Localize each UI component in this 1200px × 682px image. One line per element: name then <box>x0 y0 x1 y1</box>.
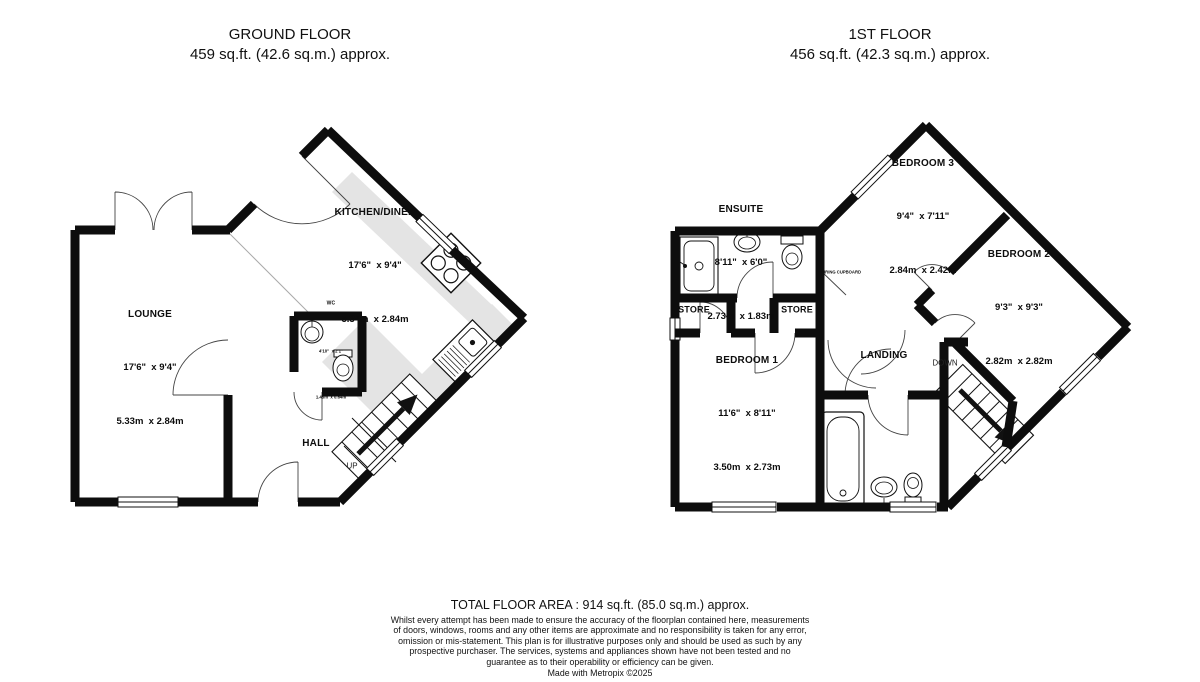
disclaimer-text: Whilst every attempt has been made to ensure the accuracy of the floorplan contained here, measurements of doors, windows, rooms and any other items are approximate and no responsibility is taken for any error, omission or mis-statement. This plan is for illustrative purposes only and should be used as such by any prospective purchaser. The services, systems and appliances shown have not been tested and no guarantee as to their operability or efficiency can be given. <box>390 615 810 667</box>
first-floor-title-text: 1ST FLOOR <box>848 26 932 43</box>
room-label-bedroom3: BEDROOM 3 9'4" x 7'11" 2.84m x 2.42m <box>889 157 957 277</box>
first-floor-title <box>790 25 990 66</box>
room-label-hall: HALL <box>302 437 330 449</box>
stairs-up-label: UP <box>346 461 358 471</box>
room-label-landing: LANDING <box>860 349 908 361</box>
room-label-store-left: STORE <box>678 304 710 315</box>
room-label-wc: WC 4'10" x 2'1" 1.48m x 0.64m <box>315 300 347 400</box>
first-floor-area-text: 456 sq.ft. (42.3 sq.m.) approx. <box>789 46 991 64</box>
room-label-kitchen-diner: KITCHEN/DINER 17'6" x 9'4" 5.34m x 2.84m <box>334 206 416 326</box>
room-label-ensuite: ENSUITE 8'11" x 6'0" 2.73m x 1.83m <box>707 203 775 323</box>
stairs-down-label: DOWN <box>932 358 958 368</box>
ground-floor-area-text: 459 sq.ft. (42.6 sq.m.) approx. <box>189 46 391 64</box>
room-label-lounge: LOUNGE 17'6" x 9'4" 5.33m x 2.84m <box>116 308 184 428</box>
bathroom-toilet-icon <box>904 473 922 504</box>
room-label-bedroom1: BEDROOM 1 11'6" x 8'11" 3.50m x 2.73m <box>713 354 781 474</box>
ground-floor-title <box>190 25 390 66</box>
room-divider-line <box>228 232 316 320</box>
room-label-airing-cupboard: AIRING CUPBOARD <box>820 269 862 275</box>
bathroom-sink-icon <box>871 477 897 503</box>
bath-icon <box>822 412 864 506</box>
ground-floor-title-text: GROUND FLOOR <box>228 26 352 43</box>
room-label-store-right: STORE <box>781 304 813 315</box>
room-label-bedroom2: BEDROOM 2 9'3" x 9'3" 2.82m x 2.82m <box>985 248 1053 368</box>
footer <box>370 598 830 678</box>
total-floor-area: TOTAL FLOOR AREA : 914 sq.ft. (85.0 sq.m.) approx. <box>450 598 750 612</box>
credit-text: Made with Metropix ©2025 <box>547 667 653 678</box>
